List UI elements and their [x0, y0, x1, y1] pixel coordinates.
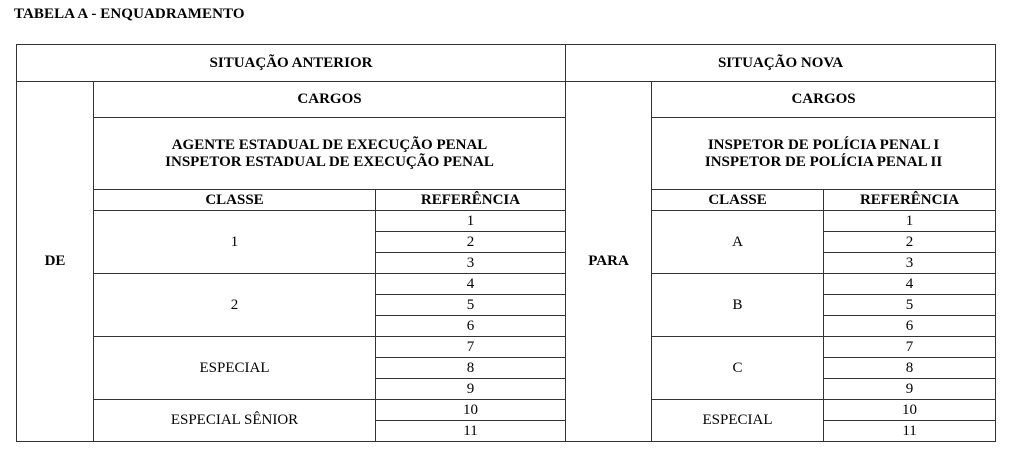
referencia-nova-cell: 4 [824, 274, 996, 295]
referencia-anterior-cell: 7 [376, 337, 566, 358]
referencia-nova-cell: 10 [824, 400, 996, 421]
classe-anterior-cell: 1 [94, 211, 376, 274]
referencia-anterior-cell: 9 [376, 379, 566, 400]
referencia-nova-cell: 6 [824, 316, 996, 337]
referencia-anterior-cell: 6 [376, 316, 566, 337]
referencia-nova-cell: 1 [824, 211, 996, 232]
referencia-anterior-cell: 5 [376, 295, 566, 316]
referencia-nova-cell: 8 [824, 358, 996, 379]
referencia-anterior-cell: 4 [376, 274, 566, 295]
referencia-anterior-cell: 11 [376, 421, 566, 442]
header-situacao-nova: SITUAÇÃO NOVA [566, 45, 996, 82]
classe-nova-cell: A [652, 211, 824, 274]
cargos-nova-label: CARGOS [652, 82, 996, 118]
referencia-anterior-header: REFERÊNCIA [376, 190, 566, 211]
header-situacao-anterior: SITUAÇÃO ANTERIOR [17, 45, 566, 82]
cargo-nova-2: INSPETOR DE POLÍCIA PENAL II [704, 153, 943, 170]
referencia-nova-cell: 7 [824, 337, 996, 358]
referencia-anterior-cell: 3 [376, 253, 566, 274]
referencia-anterior-cell: 10 [376, 400, 566, 421]
referencia-nova-cell: 11 [824, 421, 996, 442]
referencia-nova-cell: 2 [824, 232, 996, 253]
label-para: PARA [566, 82, 652, 442]
label-de: DE [17, 82, 94, 442]
cargos-anterior-list [94, 118, 566, 190]
referencia-anterior-cell: 2 [376, 232, 566, 253]
classe-anterior-cell: 2 [94, 274, 376, 337]
enquadramento-table [16, 44, 996, 442]
classe-nova-cell: ESPECIAL [652, 400, 824, 442]
cargo-anterior-2: INSPETOR ESTADUAL DE EXECUÇÃO PENAL [165, 153, 494, 170]
referencia-nova-cell: 3 [824, 253, 996, 274]
referencia-nova-cell: 5 [824, 295, 996, 316]
classe-anterior-cell: ESPECIAL SÊNIOR [94, 400, 376, 442]
classe-anterior-cell: ESPECIAL [94, 337, 376, 400]
table-title: TABELA A - ENQUADRAMENTO [14, 6, 245, 22]
cargo-nova-1: INSPETOR DE POLÍCIA PENAL I [707, 137, 940, 153]
referencia-anterior-cell: 8 [376, 358, 566, 379]
cargos-anterior-label: CARGOS [94, 82, 566, 118]
classe-nova-cell: C [652, 337, 824, 400]
referencia-nova-header: REFERÊNCIA [824, 190, 996, 211]
classe-nova-cell: B [652, 274, 824, 337]
classe-nova-header: CLASSE [652, 190, 824, 211]
classe-anterior-header: CLASSE [94, 190, 376, 211]
cargos-nova-list [652, 118, 996, 190]
cargo-anterior-1: AGENTE ESTADUAL DE EXECUÇÃO PENAL [171, 137, 488, 153]
referencia-nova-cell: 9 [824, 379, 996, 400]
referencia-anterior-cell: 1 [376, 211, 566, 232]
